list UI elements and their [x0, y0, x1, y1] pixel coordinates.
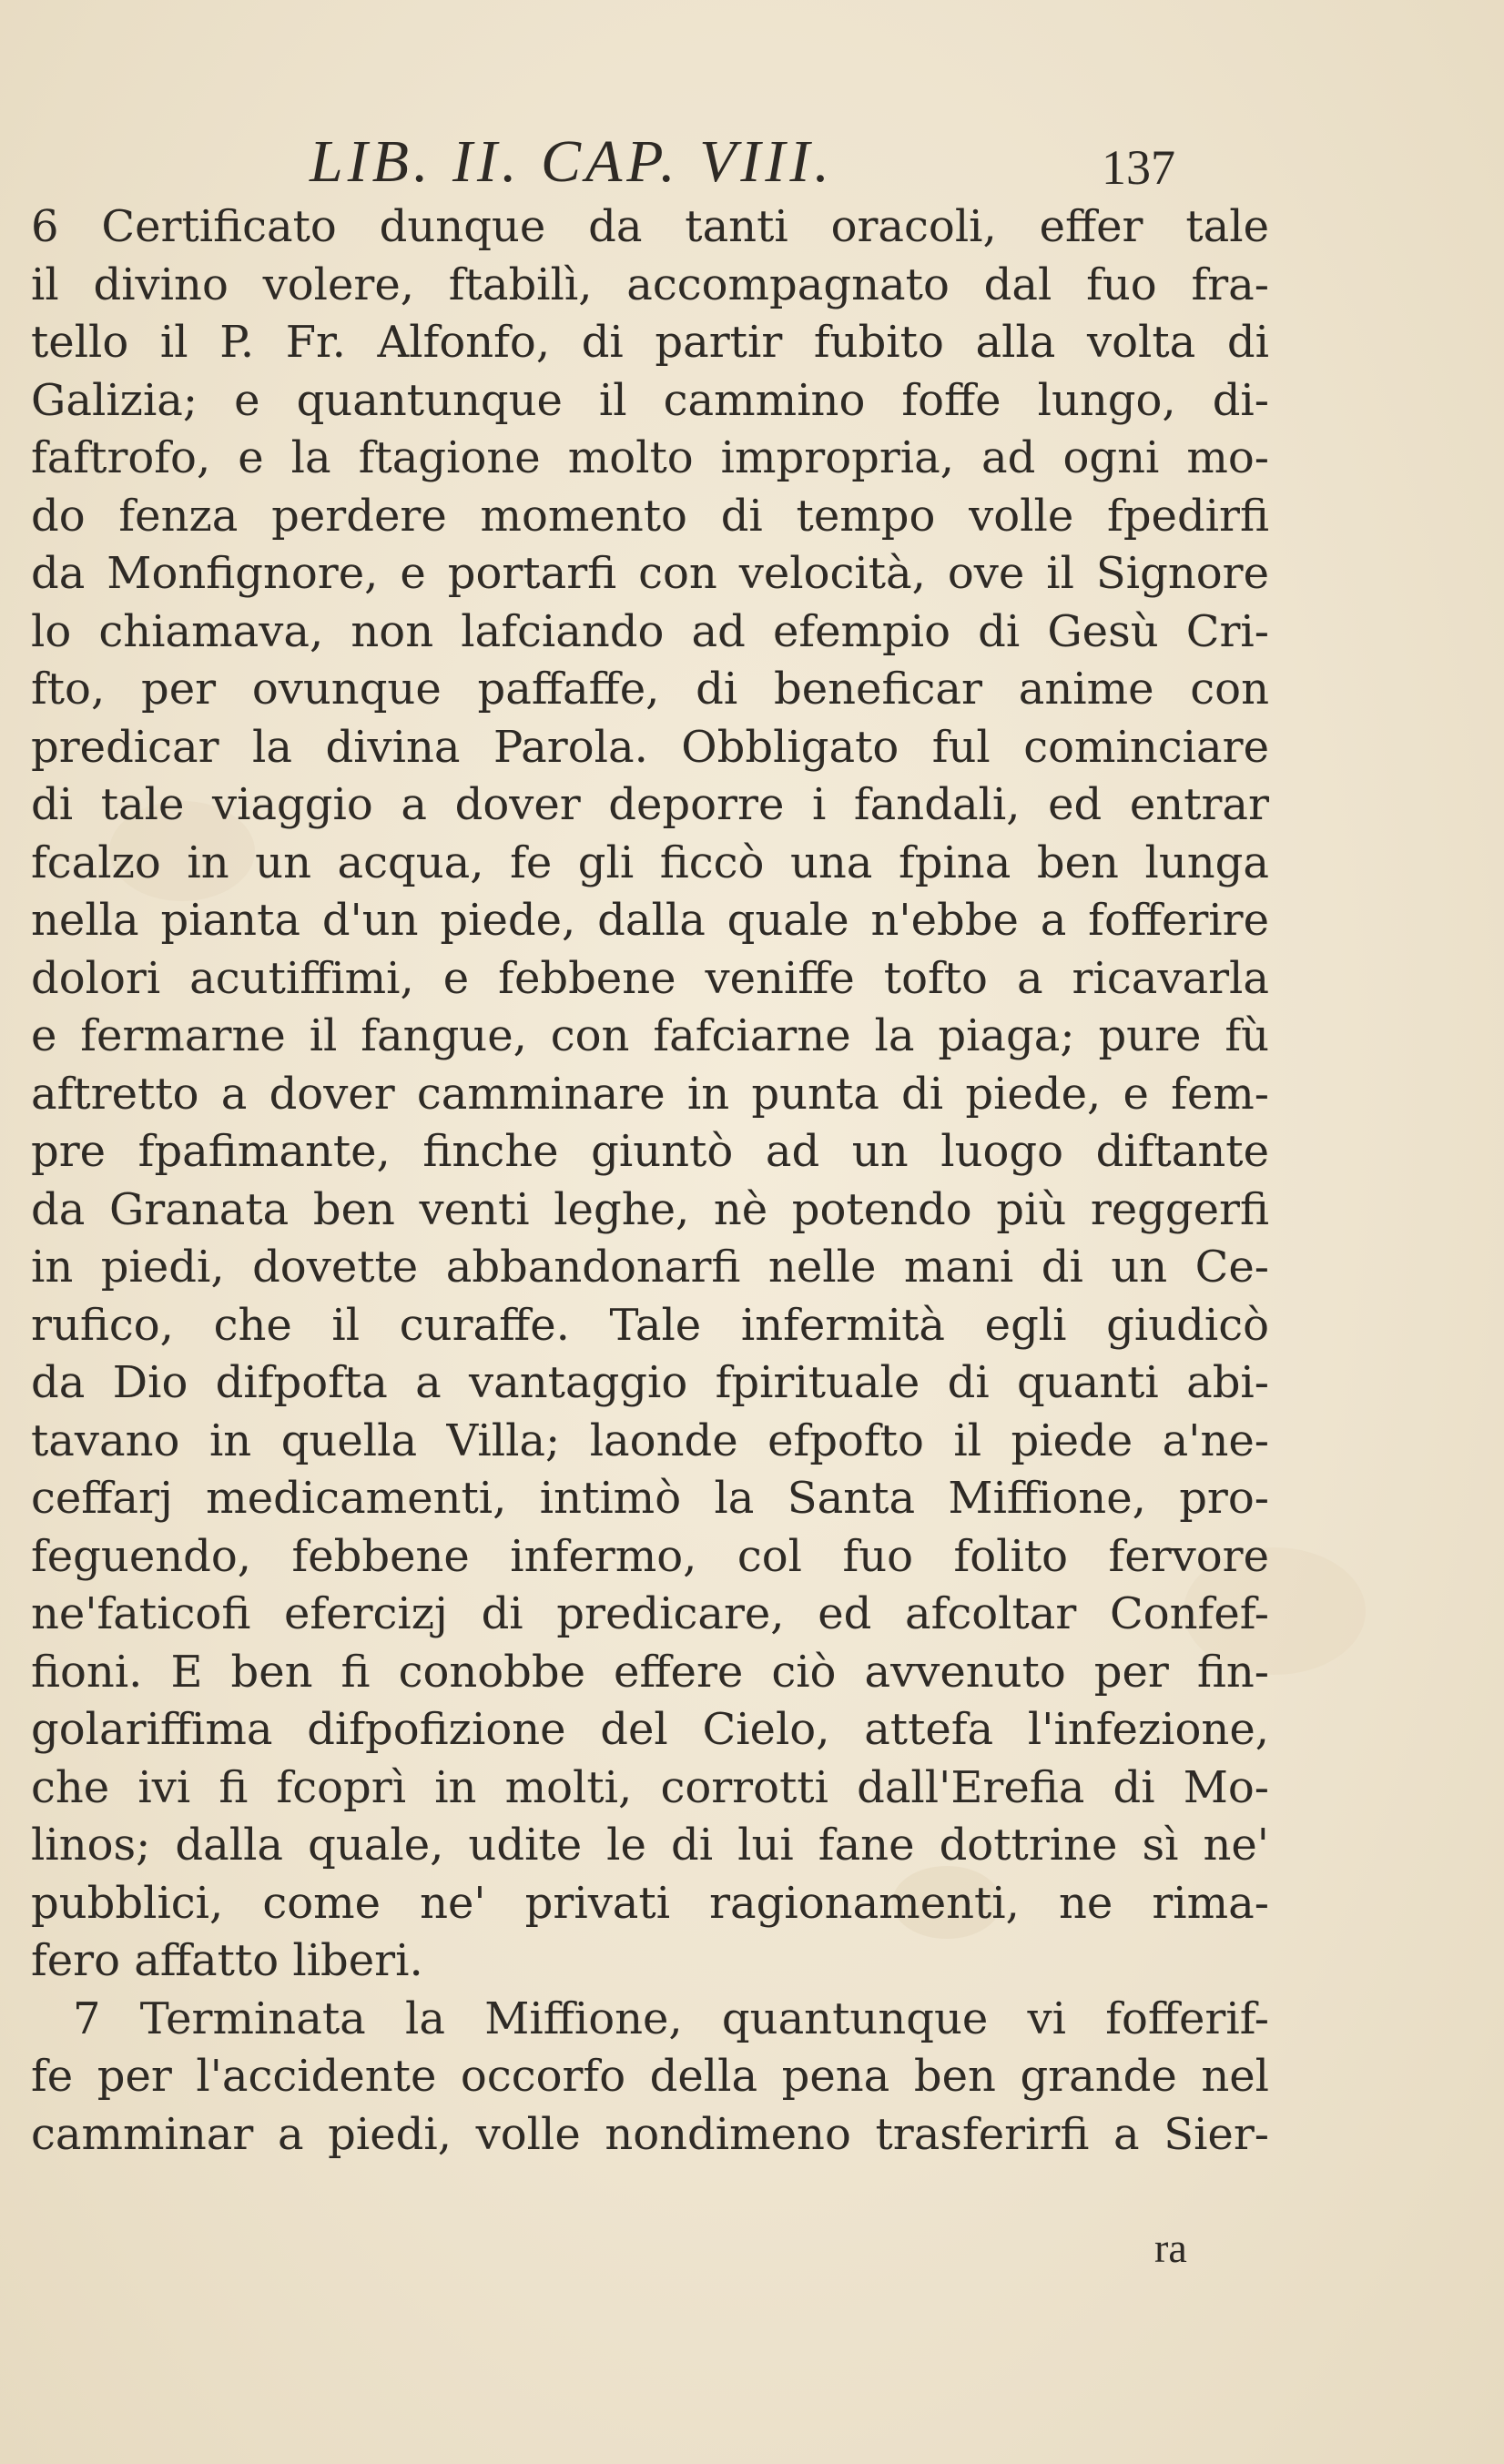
page-header	[0, 126, 1504, 198]
text-line: dolori acutiffimi, e febbene veniffe tofto a ricavarla	[31, 952, 1269, 1004]
text-line: di tale viaggio a dover deporre i fandali, ed entrar	[31, 779, 1269, 830]
text-line: nella pianta d'un piede, dalla quale n'ebbe a fofferire	[31, 895, 1269, 946]
text-line: Galizia; e quantunque il cammino foffe lungo, di-	[31, 374, 1269, 426]
text-line: faftrofo, e la ftagione molto impropria, ad ogni mo-	[31, 432, 1269, 483]
text-line: 6 Certificato dunque da tanti oracoli, effer tale	[31, 201, 1269, 252]
text-line: e fermarne il fangue, con fafciarne la piaga; pure fù	[31, 1010, 1269, 1061]
catchword: ra	[1154, 2225, 1187, 2271]
body-text	[31, 198, 1269, 2164]
text-line: da Dio difpofta a vantaggio fpirituale di quanti abi-	[31, 1357, 1269, 1408]
text-line: aftretto a dover camminare in punta di piede, e fem-	[31, 1068, 1269, 1120]
text-line: rufico, che il curaffe. Tale infermità egli giudicò	[31, 1299, 1269, 1351]
text-line: ceffarj medicamenti, intimò la Santa Miffione, pro-	[31, 1473, 1269, 1524]
text-line: do fenza perdere momento di tempo volle fpedirfi	[31, 490, 1269, 542]
text-line: 7 Terminata la Miffione, quantunque vi fofferif-	[73, 1992, 1269, 2044]
text-line: fero affatto liberi.	[31, 1935, 423, 1986]
text-line: pre fpafimante, finche giuntò ad un luogo diftante	[31, 1126, 1269, 1177]
text-line: tavano in quella Villa; laonde efpofto il piede a'ne-	[31, 1415, 1269, 1466]
text-line: il divino volere, ftabilì, accompagnato dal fuo fra-	[31, 259, 1269, 310]
text-line: golariffima difpofizione del Cielo, attefa l'infezione,	[31, 1704, 1269, 1755]
text-line: linos; dalla quale, udite le di lui fane dottrine sì ne'	[31, 1820, 1269, 1871]
text-line: da Granata ben venti leghe, nè potendo più reggerfi	[31, 1183, 1269, 1235]
text-line: che ivi fi fcoprì in molti, corrotti dall'Erefia di Mo-	[31, 1761, 1269, 1813]
text-line: fcalzo in un acqua, fe gli ficcò una fpina ben lunga	[31, 837, 1269, 888]
text-line: predicar la divina Parola. Obbligato ful cominciare	[31, 721, 1269, 773]
text-line: fto, per ovunque paffaffe, di beneficar anime con	[31, 664, 1269, 715]
text-line: da Monfignore, e portarfi con velocità, ove il Signore	[31, 548, 1269, 599]
text-line: feguendo, febbene infermo, col fuo folito fervore	[31, 1530, 1269, 1582]
text-line: camminar a piedi, volle nondimeno trasferirfi a Sier-	[31, 2108, 1269, 2160]
text-line: lo chiamava, non lafciando ad efempio di Gesù Cri-	[31, 605, 1269, 657]
text-line: fioni. E ben fi conobbe effere ciò avvenuto per fin-	[31, 1646, 1269, 1698]
text-line: tello il P. Fr. Alfonfo, di partir fubito alla volta di	[31, 317, 1269, 368]
running-title: LIB. II. CAP. VIII.	[310, 128, 834, 195]
text-line: ne'faticofi efercizj di predicare, ed afcoltar Confef-	[31, 1588, 1269, 1639]
text-line: fe per l'accidente occorfo della pena ben grande nel	[31, 2051, 1269, 2102]
text-line: pubblici, come ne' privati ragionamenti, ne rima-	[31, 1877, 1269, 1929]
text-line: in piedi, dovette abbandonarfi nelle mani di un Ce-	[31, 1242, 1269, 1293]
page-number: 137	[1102, 140, 1175, 195]
